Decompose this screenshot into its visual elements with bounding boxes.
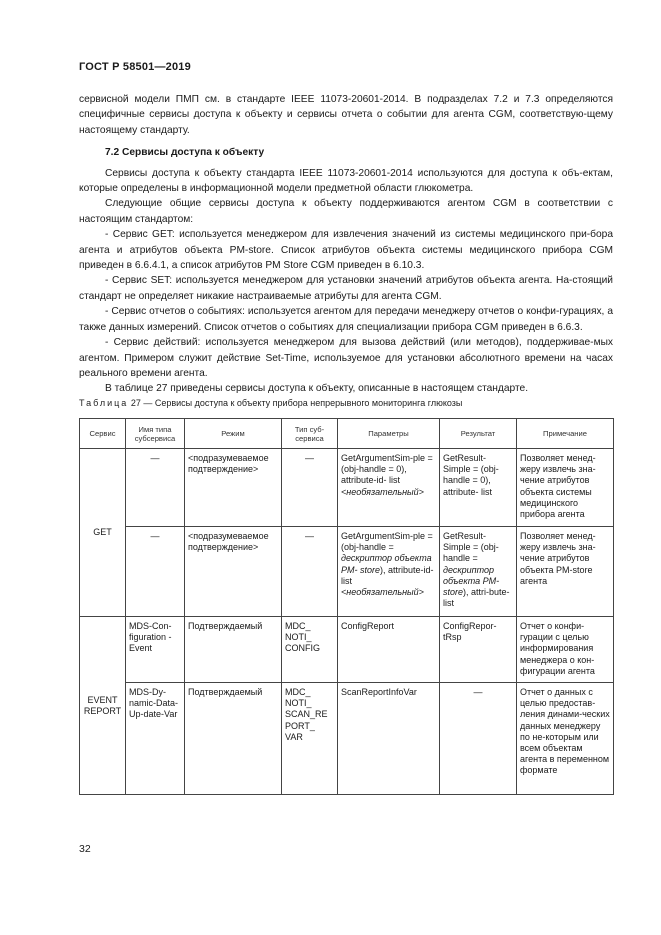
paragraph: Следующие общие сервисы доступа к объекту поддерживаются агентом CGM в соответствии с настоящим стандартом: [79, 198, 613, 225]
column-header: Тип суб-сервиса [282, 419, 338, 449]
section-heading: 7.2 Сервисы доступа к объекту [105, 147, 265, 159]
table-row [80, 449, 614, 527]
result-text-tail: ), attri-bute-list [443, 587, 510, 609]
params-text-tail: ), attribute-id-list [341, 564, 434, 586]
result-handle: дескриптор объекта PM-store [443, 564, 500, 598]
list-item-set: - Сервис SET: используется менеджером для установки значений атрибутов объекта агента. На-стоящий стандарт не определяет никакие настраиваемые атрибуты для агента CGM. [79, 275, 613, 302]
column-header: Сервис [80, 419, 126, 449]
table-caption-title: 27 — Сервисы доступа к объекту прибора непрерывного мониторинга глюкозы [130, 398, 463, 408]
note-cell: Позволяет менед-жеру извлечь зна-чение атрибутов объекта системы медицинского прибора агента [517, 449, 614, 527]
subtype-cell: MDC_ NOTI_ SCAN_RE PORT_ VAR [282, 683, 338, 795]
params-optional: <необязательный> [341, 486, 424, 497]
subtype-name-cell: — [126, 449, 185, 527]
column-header: Результат [440, 419, 517, 449]
service-cell-event-report: EVENT REPORT [80, 617, 126, 795]
services-table [79, 418, 614, 795]
column-header: Примечание [517, 419, 614, 449]
document-header: ГОСТ Р 58501—2019 [79, 61, 191, 73]
result-cell: — [440, 683, 517, 795]
subtype-cell: MDC_ NOTI_ CONFIG [282, 617, 338, 683]
table-caption [79, 398, 462, 408]
result-cell [440, 527, 517, 617]
params-handle: дескриптор объекта PM- store [341, 553, 432, 575]
result-text: GetResult-Simple = (obj-handle = [443, 531, 499, 564]
subtype-name-cell: MDS-Con-figuration -Event [126, 617, 185, 683]
table-header-row [80, 419, 614, 449]
list-item-action: - Сервис действий: используется менеджером для вызова действий (или методов), поддерживае-мых агентом. Примером служит действие Set-Time, используемое для установки абсолютного времени на часах реального времени агента. [79, 337, 613, 379]
intro-paragraph: сервисной модели ПМП см. в стандарте IEEE 11073-20601-2014. В подразделах 7.2 и 7.3 определяются специфичные сервисы доступа к объекту и сервисы отчета о событии для агента CGM, соответствую-щему настоящему стандарту. [79, 94, 613, 136]
list-item-event-report: - Сервис отчетов о событиях: используется агентом для передачи менеджеру отчетов о конфи-гурациях, а также данных измерений. Список отчетов о событиях для специализации прибора CGM приведен в 6.6.3. [79, 306, 613, 333]
params-optional: <необязательный> [341, 587, 424, 598]
body-text [79, 92, 613, 397]
params-text: GetArgumentSim-ple = (obj-handle = 0), attribute-id- list [341, 453, 433, 486]
result-cell: ConfigRepor-tRsp [440, 617, 517, 683]
note-cell: Позволяет менед-жеру извлечь зна-чение атрибутов объекта PM-store агента [517, 527, 614, 617]
params-cell [338, 527, 440, 617]
table-row [80, 617, 614, 683]
paragraph: Сервисы доступа к объекту стандарта IEEE 11073-20601-2014 используются для доступа к объ-ектам, которые определены в информационной модели предметной области глюкометра. [79, 167, 613, 195]
page-number: 32 [79, 843, 91, 855]
list-item-get: - Сервис GET: используется менеджером для извлечения значений из системы медицинского при-бора агента и атрибутов объекта PM-store. Список атрибутов объекта системы медицинского прибора CGM приведен в 6.6.4.1, а список атрибутов PM Store CGM приведен в 6.10.3. [79, 229, 613, 272]
column-header: Имя типа субсервиса [126, 419, 185, 449]
note-cell: Отчет о конфи-гурации с целью информирования менеджера о кон-фигурации агента [517, 617, 614, 683]
paragraph: В таблице 27 приведены сервисы доступа к объекту, описанные в настоящем стандарте. [105, 383, 529, 395]
subtype-name-cell: — [126, 527, 185, 617]
column-header: Режим [185, 419, 282, 449]
table-caption-word: Таблица [79, 398, 129, 408]
params-cell: ScanReportInfoVar [338, 683, 440, 795]
mode-cell: Подтверждаемый [185, 617, 282, 683]
table-row [80, 683, 614, 795]
params-cell [338, 449, 440, 527]
subtype-cell: — [282, 449, 338, 527]
table-row [80, 527, 614, 617]
params-cell: ConfigReport [338, 617, 440, 683]
note-cell: Отчет о данных с целью предостав-ления динами-ческих данных менеджеру по не-которым или всем объектам агента в переменном формате [517, 683, 614, 795]
service-cell-get: GET [80, 449, 126, 617]
mode-cell: <подразумеваемое подтверждение> [185, 527, 282, 617]
result-cell: GetResult-Simple = (obj-handle = 0), attribute- list [440, 449, 517, 527]
column-header: Параметры [338, 419, 440, 449]
mode-cell: Подтверждаемый [185, 683, 282, 795]
mode-cell: <подразумеваемое подтверждение> [185, 449, 282, 527]
subtype-name-cell: MDS-Dy-namic-Data-Up-date-Var [126, 683, 185, 795]
subtype-cell: — [282, 527, 338, 617]
params-text: GetArgumentSim-ple = (obj-handle = [341, 531, 433, 553]
